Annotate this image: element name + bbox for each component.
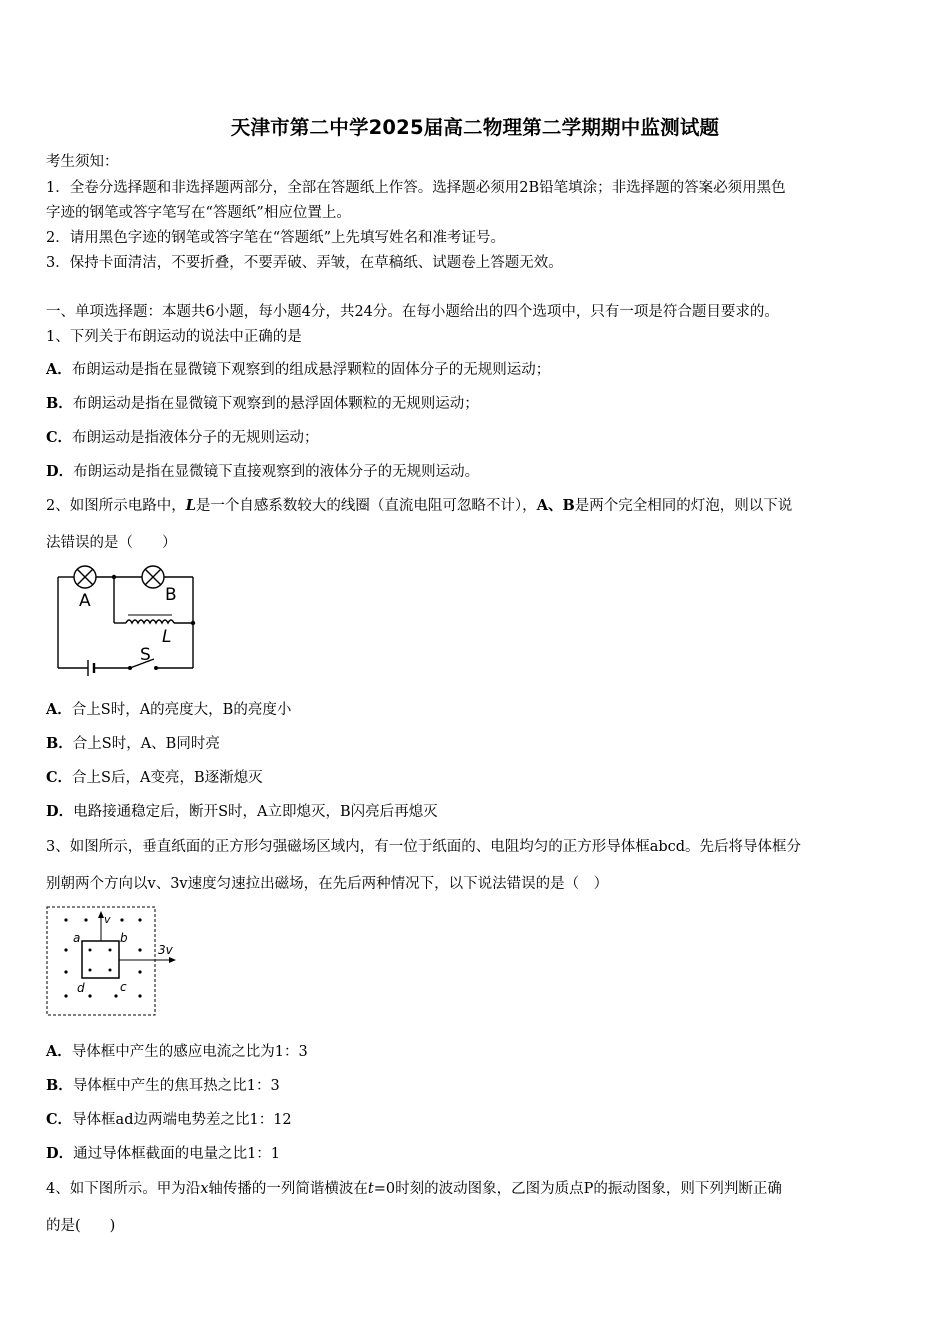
circuit-diagram bbox=[52, 560, 202, 678]
q1-option-c bbox=[46, 428, 319, 448]
notice-item: 3．保持卡面清洁，不要折叠，不要弄破、弄皱，在草稿纸、试题卷上答题无效。 bbox=[46, 255, 563, 271]
question-1-stem: 1、下列关于布朗运动的说法中正确的是 bbox=[46, 329, 302, 345]
option-text: 布朗运动是指在显微镜下观察到的悬浮固体颗粒的无规则运动； bbox=[72, 396, 479, 412]
question-2-stem-cont: 法错误的是（ ） bbox=[46, 535, 177, 551]
page-title: 天津市第二中学2025届高二物理第二学期期中监测试题 bbox=[230, 116, 720, 139]
option-label: A． bbox=[46, 361, 72, 378]
q3-option-b bbox=[46, 1076, 280, 1096]
option-text: 导体框ad边两端电势差之比1：12 bbox=[72, 1112, 292, 1128]
option-text: 布朗运动是指在显微镜下观察到的组成悬浮颗粒的固体分子的无规则运动； bbox=[71, 362, 551, 378]
arrow-right-icon bbox=[169, 957, 176, 963]
stem-part: 轴传播的一列简谐横波在 bbox=[208, 1181, 368, 1197]
q2-option-c bbox=[46, 768, 263, 788]
label-s: S bbox=[140, 645, 151, 665]
label-b: B bbox=[165, 585, 177, 605]
notice-item: 2．请用黑色字迹的钢笔或答字笔在“答题纸”上先填写姓名和准考证号。 bbox=[46, 230, 506, 246]
coil-icon bbox=[126, 620, 174, 623]
option-label: B． bbox=[46, 395, 73, 412]
notice-item: 1．全卷分选择题和非选择题两部分，全部在答题纸上作答。选择题必须用2B铅笔填涂；非选择题的答案必须用黑色 bbox=[46, 180, 786, 196]
option-text: 合上S后，A变亮，B逐渐熄灭 bbox=[72, 770, 263, 786]
stem-part: =0时刻的波动图象，乙图为质点P的振动图象，则下列判断正确 bbox=[373, 1181, 782, 1197]
label-l: L bbox=[162, 627, 172, 647]
option-label: D． bbox=[46, 803, 74, 820]
stem-symbol: x bbox=[200, 1181, 209, 1197]
question-2-stem bbox=[46, 496, 792, 516]
stem-part: 是两个完全相同的灯泡，则以下说 bbox=[574, 498, 793, 514]
option-label: B． bbox=[46, 1077, 73, 1094]
velocity-v: v bbox=[104, 913, 111, 926]
stem-part: 2、如图所示电路中， bbox=[46, 498, 186, 514]
question-3-stem: 3、如图所示，垂直纸面的正方形匀强磁场区域内，有一位于纸面的、电阻均匀的正方形导体框abcd。先后将导体框分 bbox=[46, 839, 802, 855]
conductor-frame bbox=[82, 941, 119, 978]
notice-item: 字迹的钢笔或答字笔写在“答题纸”相应位置上。 bbox=[46, 205, 351, 221]
option-text: 通过导体框截面的电量之比1：1 bbox=[73, 1146, 281, 1162]
notice-heading: 考生须知： bbox=[46, 154, 119, 170]
option-label: A． bbox=[46, 1043, 72, 1060]
option-label: C． bbox=[46, 769, 73, 786]
velocity-3v: 3v bbox=[158, 943, 173, 957]
option-label: B． bbox=[46, 735, 73, 752]
option-text: 导体框中产生的焦耳热之比1：3 bbox=[72, 1078, 280, 1094]
stem-part: 4、如下图所示。甲为沿 bbox=[46, 1181, 201, 1197]
label-a: A bbox=[79, 591, 91, 611]
magnetic-field-diagram bbox=[44, 904, 184, 1020]
q1-option-a bbox=[46, 360, 550, 380]
stem-part: 是一个自感系数较大的线圈（直流电阻可忽略不计）， bbox=[195, 498, 537, 514]
stem-symbol: L bbox=[185, 497, 196, 514]
question-4-stem-cont: 的是( ) bbox=[46, 1218, 116, 1234]
option-label: D． bbox=[46, 1145, 74, 1162]
corner-b: b bbox=[120, 931, 128, 945]
q1-option-b bbox=[46, 394, 479, 414]
option-text: 布朗运动是指液体分子的无规则运动； bbox=[72, 430, 319, 446]
q3-option-d bbox=[46, 1144, 280, 1164]
option-label: C． bbox=[46, 429, 73, 446]
option-text: 电路接通稳定后，断开S时，A立即熄灭，B闪亮后再熄灭 bbox=[73, 804, 438, 820]
q2-option-b bbox=[46, 734, 220, 754]
option-text: 布朗运动是指在显微镜下直接观察到的液体分子的无规则运动。 bbox=[73, 464, 480, 480]
section-heading: 一、单项选择题：本题共6小题，每小题4分，共24分。在每小题给出的四个选项中，只有一项是符合题目要求的。 bbox=[46, 304, 779, 320]
stem-symbol: t bbox=[367, 1181, 374, 1197]
q2-option-a bbox=[46, 700, 291, 720]
stem-symbol: A、B bbox=[536, 497, 575, 514]
q1-option-d bbox=[46, 462, 479, 482]
option-text: 导体框中产生的感应电流之比为1：3 bbox=[71, 1044, 308, 1060]
corner-d: d bbox=[77, 981, 85, 995]
option-label: D． bbox=[46, 463, 74, 480]
option-label: A． bbox=[46, 701, 72, 718]
q2-option-d bbox=[46, 802, 438, 822]
option-text: 合上S时，A的亮度大，B的亮度小 bbox=[71, 702, 292, 718]
option-label: C． bbox=[46, 1111, 73, 1128]
question-4-stem bbox=[46, 1179, 782, 1199]
q3-option-a bbox=[46, 1042, 308, 1062]
corner-a: a bbox=[73, 931, 81, 945]
question-3-stem-cont: 别朝两个方向以v、3v速度匀速拉出磁场，在先后两种情况下，以下说法错误的是（ ） bbox=[46, 876, 609, 892]
option-text: 合上S时，A、B同时亮 bbox=[72, 736, 220, 752]
corner-c: c bbox=[120, 980, 127, 994]
q3-option-c bbox=[46, 1110, 292, 1130]
